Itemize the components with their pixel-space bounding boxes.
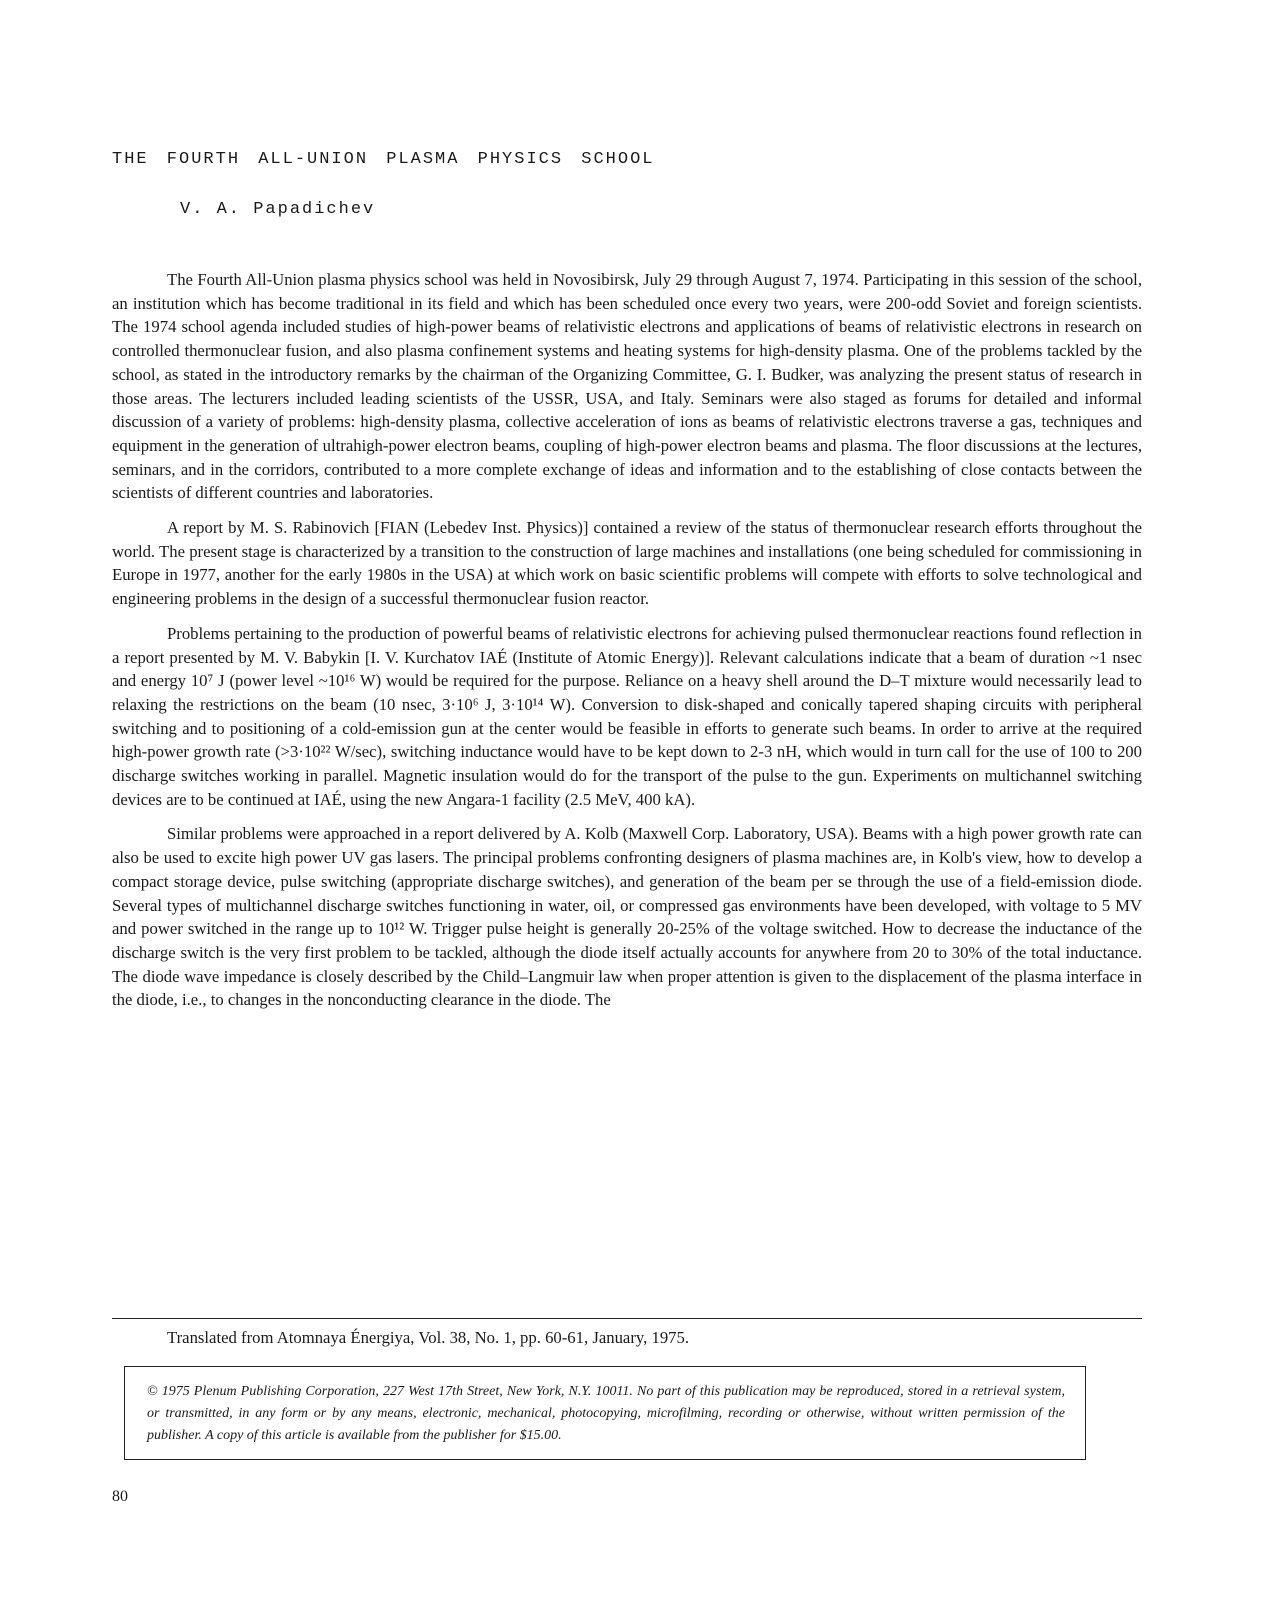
paragraph: The Fourth All-Union plasma physics school was held in Novosibirsk, July 29 through August 7, 1974. Participating in this session of the school, an institution which has become traditional in its field and which has been scheduled once every two years, were 200-odd Soviet and foreign scientists. The 1974 school agenda included studies of high-power beams of relativistic electrons and applications of beams of relativistic electrons in research on controlled thermonuclear fusion, and also plasma confinement systems and heating systems for high-density plasma. One of the problems tackled by the school, as stated in the introductory remarks by the chairman of the Organizing Committee, G. I. Budker, was analyzing the present status of research in those areas. The lecturers included leading scientists of the USSR, USA, and Italy. Seminars were also staged as forums for detailed and informal discussion of a variety of problems: high-density plasma, collective acceleration of ions as beams of relativistic electrons traverse a gas, techniques and equipment in the generation of ultrahigh-power electron beams, coupling of high-power electron beams and plasma. The floor discussions at the lectures, seminars, and in the corridors, contributed to a more complete exchange of ideas and information and to the establishing of close contacts between the scientists of different countries and laboratories. [112,270,1142,503]
article-author: V. A. Papadichev [180,200,376,219]
paragraph: A report by M. S. Rabinovich [FIAN (Lebedev Inst. Physics)] contained a review of the status of thermonuclear research efforts throughout the world. The present stage is characterized by a transition to the construction of large machines and installations (one being scheduled for commissioning in Europe in 1977, another for the early 1980s in the USA) at which work on basic scientific problems will compete with efforts to solve technological and engineering problems in the design of a successful thermonuclear fusion reactor. [112,518,1142,609]
paragraph: Problems pertaining to the production of powerful beams of relativistic electrons for achieving pulsed thermonuclear reactions found reflection in a report presented by M. V. Babykin [I. V. Kurchatov IAÉ (Institute of Atomic Energy)]. Relevant calculations indicate that a beam of duration ~1 nsec and energy 10⁷ J (power level ~10¹⁶ W) would be required for the purpose. Reliance on a heavy shell around the D–T mixture would necessarily lead to relaxing the restrictions on the beam (10 nsec, 3·10⁶ J, 3·10¹⁴ W). Conversion to disk-shaped and conically tapered shaping circuits with peripheral switching and to positioning of a cold-emission gun at the center would be feasible in efforts to generate such beams. In order to arrive at the required high-power growth rate (>3·10²² W/sec), switching inductance would have to be kept down to 2-3 nH, which would in turn call for the use of 100 to 200 discharge switches working in parallel. Magnetic insulation would do for the transport of the pulse to the gun. Experiments on multichannel switching devices are to be continued at IAÉ, using the new Angara-1 facility (2.5 MeV, 400 kA). [112,623,1142,809]
footnote-divider [112,1318,1142,1319]
copyright-notice: © 1975 Plenum Publishing Corporation, 227 West 17th Street, New York, N.Y. 10011. No part of this publication may be reproduced, stored in a retrieval system, or transmitted, in any form or by any means, electronic, mechanical, photocopying, microfilming, recording or otherwise, without written permission of the publisher. A copy of this article is available from the publisher for $15.00. [147,1384,1065,1443]
article-body [112,268,1142,1023]
article-title: THE FOURTH ALL-UNION PLASMA PHYSICS SCHOOL [112,150,655,169]
translation-footnote: Translated from Atomnaya Énergiya, Vol. 38, No. 1, pp. 60-61, January, 1975. [167,1328,690,1347]
paragraph: Similar problems were approached in a report delivered by A. Kolb (Maxwell Corp. Laboratory, USA). Beams with a high power growth rate can also be used to excite high power UV gas lasers. The principal problems confronting designers of plasma machines are, in Kolb's view, how to develop a compact storage device, pulse switching (appropriate discharge switches), and generation of the beam per se through the use of a field-emission diode. Several types of multichannel discharge switches functioning in water, oil, or compressed gas environments have been developed, with voltage to 5 MV and power switched in the range up to 10¹² W. Trigger pulse height is generally 20-25% of the voltage switched. How to decrease the inductance of the discharge switch is the very first problem to be tackled, although the diode itself actually accounts for anywhere from 20 to 30% of the total inductance. The diode wave impedance is closely described by the Child–Langmuir law when proper attention is given to the displacement of the plasma interface in the diode, i.e., to changes in the nonconducting clearance in the diode. The [112,824,1142,1010]
copyright-notice-box [124,1366,1086,1460]
document-page [112,0,1142,1613]
page-number: 80 [112,1488,128,1505]
